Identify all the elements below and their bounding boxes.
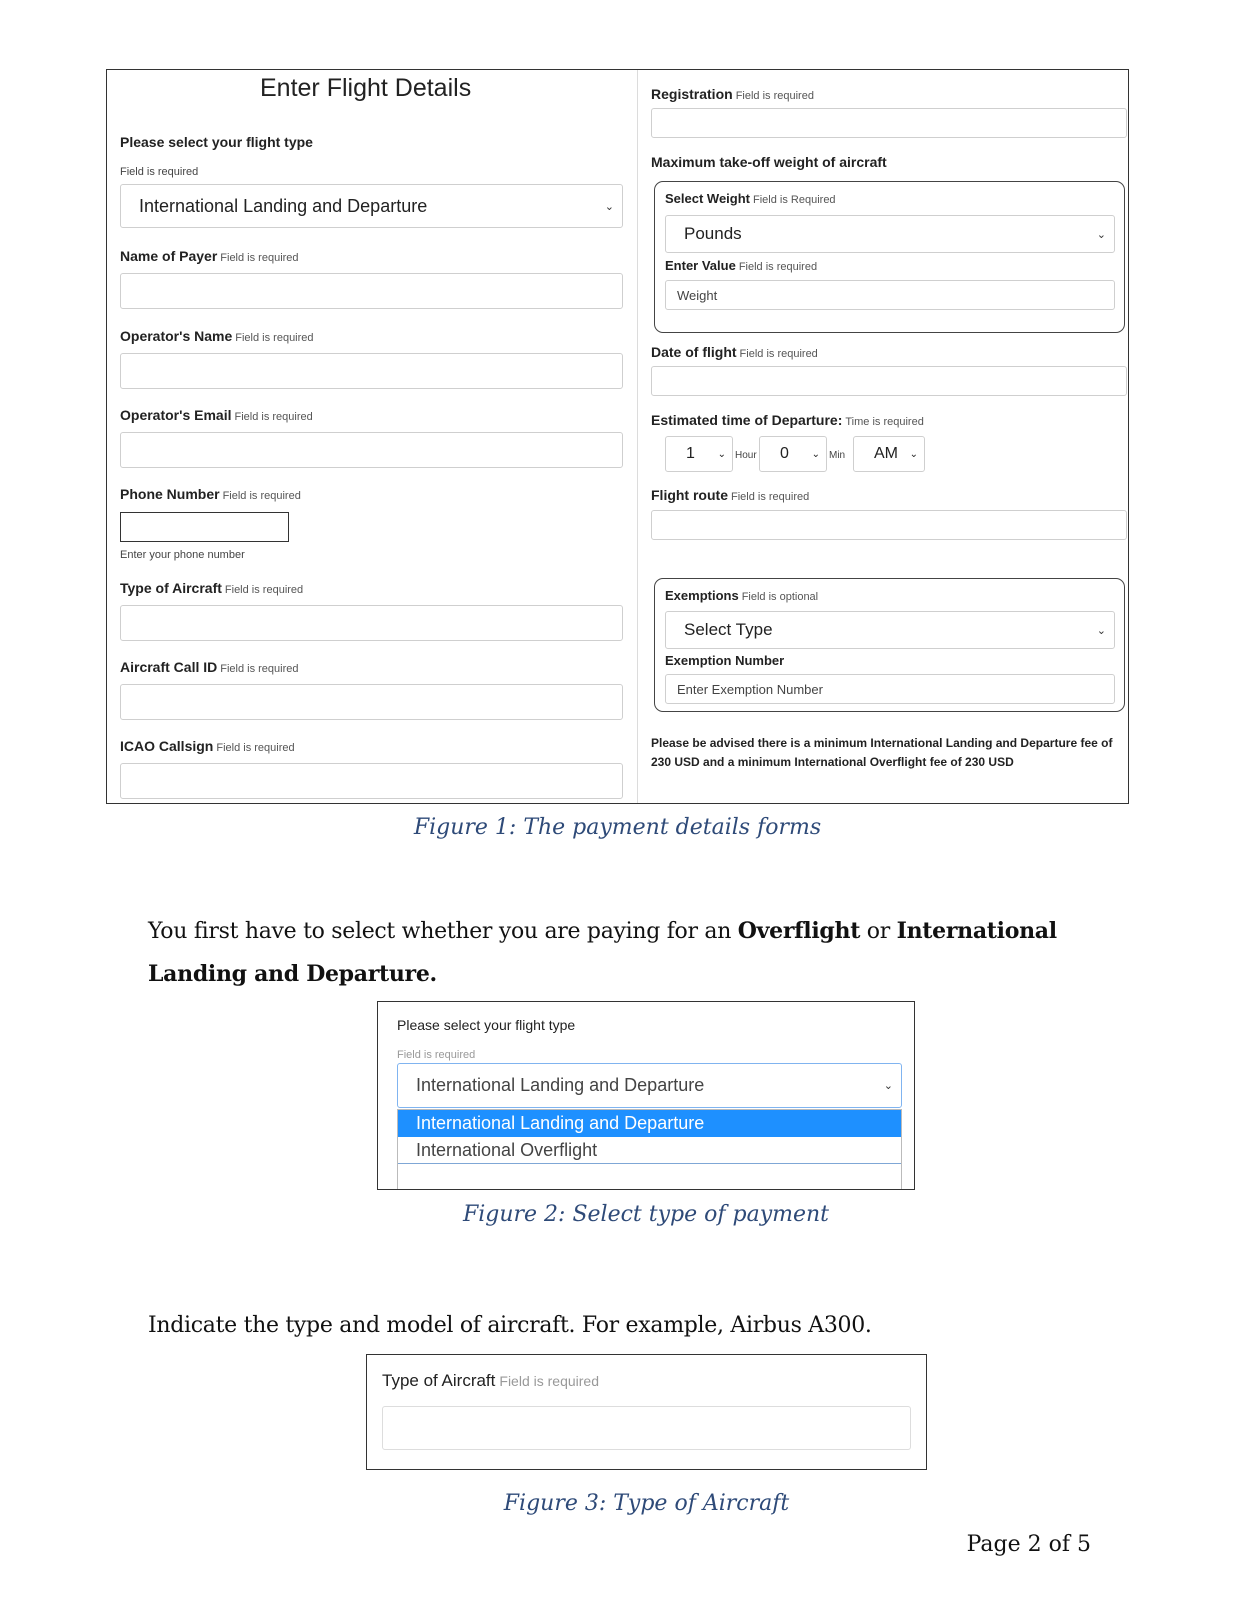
ampm-select[interactable] (853, 436, 925, 472)
flight-type-label: Please select your flight type (397, 1017, 576, 1033)
weight-unit-select[interactable] (665, 215, 1115, 253)
etd-label: Estimated time of Departure: Time is required (651, 412, 924, 428)
aircraft-type-input[interactable] (120, 605, 623, 641)
date-required: Field is required (739, 348, 818, 360)
flight-type-select-open[interactable] (397, 1063, 902, 1108)
enter-value-required: Field is required (738, 261, 818, 273)
page-number: Page 2 of 5 (966, 1532, 1091, 1557)
bold-overflight: Overflight (737, 918, 861, 944)
dropdown-option-overflight[interactable]: International Overflight (398, 1137, 901, 1164)
chevron-down-icon: ⌄ (1096, 624, 1106, 637)
etd-required: Time is required (845, 416, 924, 428)
chevron-down-icon: ⌄ (604, 200, 614, 213)
operator-email-input[interactable] (120, 432, 623, 468)
hour-unit-label: Hour (735, 450, 757, 461)
registration-input[interactable] (651, 108, 1127, 138)
minute-value: 0 (780, 445, 789, 462)
exemptions-label: Exemptions Field is optional (665, 588, 819, 603)
fee-notice: Please be advised there is a minimum International Landing and Departure fee of 230 USD and a minimum International Overflight fee of 230 USD (651, 736, 1113, 769)
operator-name-input[interactable] (120, 353, 623, 389)
figure-3-caption: Figure 3: Type of Aircraft (503, 1491, 790, 1516)
ampm-value: AM (874, 445, 898, 462)
select-weight-required: Field is Required (753, 194, 836, 206)
mtow-label: Maximum take-off weight of aircraft (651, 154, 887, 170)
figure-3-aircraft-screenshot (366, 1354, 927, 1470)
figure-2-select-screenshot (377, 1001, 915, 1190)
route-label: Flight route Field is required (651, 487, 810, 503)
flight-type-required: Field is required (397, 1049, 476, 1061)
chevron-down-icon: ⌄ (883, 1080, 893, 1092)
exemptions-optional: Field is optional (741, 591, 819, 603)
chevron-down-icon: ⌄ (717, 448, 726, 460)
flight-type-value: International Landing and Departure (416, 1075, 705, 1095)
call-id-input[interactable] (120, 684, 623, 720)
flight-type-select[interactable] (120, 184, 623, 228)
operator-email-label: Operator's Email Field is required (120, 407, 313, 423)
minute-select[interactable] (759, 436, 827, 472)
route-required: Field is required (731, 491, 810, 503)
flight-type-required: Field is required (120, 166, 199, 178)
paragraph-aircraft-type: Indicate the type and model of aircraft. For example, Airbus A300. (148, 1313, 872, 1338)
aircraft-type-label: Type of Aircraft Field is required (120, 580, 304, 596)
aircraft-type-required: Field is required (499, 1373, 599, 1389)
date-input[interactable] (651, 366, 1127, 396)
figure-2-caption: Figure 2: Select type of payment (462, 1202, 830, 1227)
route-input[interactable] (651, 510, 1127, 540)
column-divider (637, 70, 638, 803)
hour-select[interactable] (665, 436, 733, 472)
payer-required: Field is required (220, 252, 299, 264)
dropdown-option-landing[interactable]: International Landing and Departure (398, 1110, 901, 1137)
hour-value: 1 (686, 445, 695, 462)
payer-label: Name of Payer Field is required (120, 248, 299, 264)
operator-name-required: Field is required (235, 332, 314, 344)
operator-email-required: Field is required (234, 411, 313, 423)
phone-hint: Enter your phone number (120, 549, 245, 561)
exemption-number-label: Exemption Number (665, 653, 785, 668)
phone-label: Phone Number Field is required (120, 486, 301, 502)
form-title: Enter Flight Details (260, 74, 472, 102)
flight-type-label: Please select your flight type (120, 134, 313, 150)
phone-required: Field is required (222, 490, 301, 502)
registration-required: Field is required (735, 90, 814, 102)
select-weight-label: Select Weight Field is Required (665, 191, 836, 206)
chevron-down-icon: ⌄ (909, 448, 918, 460)
phone-input[interactable] (120, 512, 289, 542)
call-id-label: Aircraft Call ID Field is required (120, 659, 299, 675)
call-id-required: Field is required (220, 663, 299, 675)
flight-type-value: International Landing and Departure (139, 195, 428, 216)
payer-input[interactable] (120, 273, 623, 309)
aircraft-type-required: Field is required (224, 584, 304, 596)
dropdown-list (397, 1109, 902, 1189)
exemption-type-value: Select Type (684, 620, 773, 639)
registration-label: Registration Field is required (651, 86, 814, 102)
date-label: Date of flight Field is required (651, 344, 818, 360)
operator-name-label: Operator's Name Field is required (120, 328, 314, 344)
enter-value-label: Enter Value Field is required (665, 258, 818, 273)
aircraft-type-label: Type of Aircraft Field is required (382, 1371, 599, 1390)
icao-input[interactable] (120, 763, 623, 799)
bold-international-landing: International Landing and Departure. (148, 918, 1057, 987)
exemption-number-input[interactable]: Enter Exemption Number (665, 674, 1115, 704)
weight-input[interactable]: Weight (665, 280, 1115, 310)
weight-unit-value: Pounds (684, 224, 742, 243)
aircraft-type-input[interactable] (382, 1406, 911, 1450)
exemption-type-select[interactable] (665, 611, 1115, 649)
paragraph-select-type: You first have to select whether you are paying for an Overflight or International Landing and Departure. (148, 918, 1057, 987)
minute-unit-label: Min (829, 450, 846, 461)
icao-label: ICAO Callsign Field is required (120, 738, 295, 754)
icao-required: Field is required (216, 742, 295, 754)
figure-1-form-screenshot (106, 69, 1129, 804)
chevron-down-icon: ⌄ (811, 448, 820, 460)
figure-1-caption: Figure 1: The payment details forms (413, 815, 822, 840)
chevron-down-icon: ⌄ (1096, 228, 1106, 241)
